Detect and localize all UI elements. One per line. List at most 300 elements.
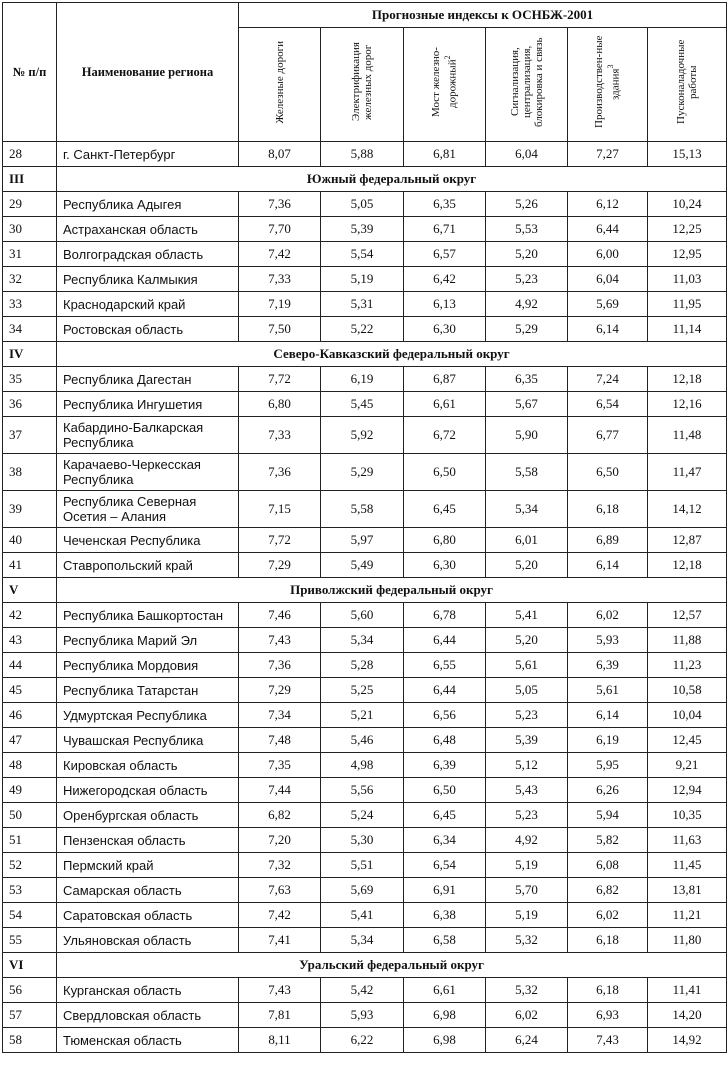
header-railways: [239, 28, 321, 142]
index-value: 6,87: [404, 367, 486, 392]
table-row: [3, 317, 727, 342]
index-value: 5,58: [321, 491, 404, 528]
index-value: 5,53: [486, 217, 568, 242]
index-value: 11,45: [648, 853, 727, 878]
index-value: 5,41: [486, 603, 568, 628]
section-number: V: [3, 578, 57, 603]
index-value: 10,58: [648, 678, 727, 703]
table-row: [3, 192, 727, 217]
index-value: 6,45: [404, 803, 486, 828]
index-value: 5,19: [486, 903, 568, 928]
index-value: 6,30: [404, 317, 486, 342]
row-number: 35: [3, 367, 57, 392]
row-number: 51: [3, 828, 57, 853]
region-name: Самарская область: [57, 878, 239, 903]
row-number: 37: [3, 417, 57, 454]
index-value: 5,19: [486, 853, 568, 878]
index-value: 5,93: [321, 1003, 404, 1028]
index-value: 6,48: [404, 728, 486, 753]
table-row: [3, 528, 727, 553]
row-number: 46: [3, 703, 57, 728]
region-name: Ульяновская область: [57, 928, 239, 953]
index-value: 5,19: [321, 267, 404, 292]
index-value: 11,41: [648, 978, 727, 1003]
index-value: 7,20: [239, 828, 321, 853]
index-value: 7,15: [239, 491, 321, 528]
index-value: 7,35: [239, 753, 321, 778]
index-value: 11,21: [648, 903, 727, 928]
index-value: 5,34: [321, 928, 404, 953]
index-value: 5,23: [486, 267, 568, 292]
index-value: 6,55: [404, 653, 486, 678]
index-value: 5,61: [486, 653, 568, 678]
index-value: 6,61: [404, 392, 486, 417]
region-name: Республика Марий Эл: [57, 628, 239, 653]
row-number: 31: [3, 242, 57, 267]
index-value: 6,98: [404, 1028, 486, 1053]
section-title: Северо-Кавказский федеральный округ: [57, 342, 727, 367]
index-value: 5,97: [321, 528, 404, 553]
column-label: Железные дороги: [273, 40, 286, 124]
header-region-name: Наименование региона: [57, 3, 239, 142]
index-value: 6,61: [404, 978, 486, 1003]
section-title: Южный федеральный округ: [57, 167, 727, 192]
index-value: 5,67: [486, 392, 568, 417]
index-value: 5,34: [321, 628, 404, 653]
index-value: 6,22: [321, 1028, 404, 1053]
header-railway-bridge: [404, 28, 486, 142]
table-row: [3, 142, 727, 167]
index-value: 7,24: [568, 367, 648, 392]
footnote-mark: 2: [443, 55, 453, 60]
table-row: [3, 678, 727, 703]
index-value: 10,35: [648, 803, 727, 828]
index-value: 7,19: [239, 292, 321, 317]
index-value: 6,81: [404, 142, 486, 167]
index-value: 6,30: [404, 553, 486, 578]
index-value: 11,48: [648, 417, 727, 454]
row-number: 47: [3, 728, 57, 753]
index-value: 5,26: [486, 192, 568, 217]
index-value: 14,12: [648, 491, 727, 528]
index-value: 5,34: [486, 491, 568, 528]
index-value: 7,44: [239, 778, 321, 803]
index-value: 7,41: [239, 928, 321, 953]
table-row: [3, 653, 727, 678]
index-value: 12,18: [648, 367, 727, 392]
table-row: [3, 978, 727, 1003]
row-number: 30: [3, 217, 57, 242]
index-value: 11,14: [648, 317, 727, 342]
index-value: 5,58: [486, 454, 568, 491]
region-name: Республика Татарстан: [57, 678, 239, 703]
index-value: 6,50: [568, 454, 648, 491]
index-value: 6,14: [568, 553, 648, 578]
table-row: [3, 367, 727, 392]
index-value: 6,26: [568, 778, 648, 803]
index-value: 5,61: [568, 678, 648, 703]
table-row: [3, 392, 727, 417]
index-value: 7,48: [239, 728, 321, 753]
index-value: 12,25: [648, 217, 727, 242]
index-value: 6,14: [568, 703, 648, 728]
table-row: [3, 703, 727, 728]
index-value: 6,02: [486, 1003, 568, 1028]
index-value: 5,25: [321, 678, 404, 703]
index-value: 5,94: [568, 803, 648, 828]
index-value: 14,20: [648, 1003, 727, 1028]
section-number: VI: [3, 953, 57, 978]
region-name: Чеченская Республика: [57, 528, 239, 553]
region-name: Ставропольский край: [57, 553, 239, 578]
section-row: [3, 342, 727, 367]
index-value: 5,69: [568, 292, 648, 317]
table-row: [3, 828, 727, 853]
index-value: 5,20: [486, 553, 568, 578]
region-name: Кировская область: [57, 753, 239, 778]
index-value: 6,91: [404, 878, 486, 903]
index-value: 6,18: [568, 928, 648, 953]
header-commissioning: [648, 28, 727, 142]
index-value: 7,43: [239, 628, 321, 653]
region-name: г. Санкт-Петербург: [57, 142, 239, 167]
index-value: 5,95: [568, 753, 648, 778]
column-label: Электрификация железных дорог: [350, 42, 374, 122]
index-value: 7,63: [239, 878, 321, 903]
table-row: [3, 903, 727, 928]
index-value: 5,70: [486, 878, 568, 903]
index-value: 5,42: [321, 978, 404, 1003]
row-number: 29: [3, 192, 57, 217]
index-value: 6,02: [568, 903, 648, 928]
index-value: 5,41: [321, 903, 404, 928]
index-value: 7,33: [239, 267, 321, 292]
table-row: [3, 1003, 727, 1028]
section-title: Приволжский федеральный округ: [57, 578, 727, 603]
row-number: 34: [3, 317, 57, 342]
column-label: Производствен-ные здания$^3$: [593, 35, 622, 129]
table-row: [3, 1028, 727, 1053]
index-value: 7,43: [239, 978, 321, 1003]
index-value: 7,72: [239, 528, 321, 553]
index-value: 12,95: [648, 242, 727, 267]
index-value: 4,92: [486, 292, 568, 317]
table-row: [3, 928, 727, 953]
index-value: 5,29: [486, 317, 568, 342]
region-name: Саратовская область: [57, 903, 239, 928]
row-number: 45: [3, 678, 57, 703]
region-name: Республика Башкортостан: [57, 603, 239, 628]
index-value: 11,95: [648, 292, 727, 317]
row-number: 28: [3, 142, 57, 167]
index-value: 6,72: [404, 417, 486, 454]
row-number: 52: [3, 853, 57, 878]
region-name: Пермский край: [57, 853, 239, 878]
index-value: 6,08: [568, 853, 648, 878]
index-value: 6,82: [568, 878, 648, 903]
row-number: 53: [3, 878, 57, 903]
header-group-title: Прогнозные индексы к ОСНБЖ-2001: [239, 3, 727, 28]
index-value: 5,93: [568, 628, 648, 653]
index-value: 5,46: [321, 728, 404, 753]
index-value: 8,11: [239, 1028, 321, 1053]
row-number: 48: [3, 753, 57, 778]
index-value: 6,44: [404, 678, 486, 703]
index-value: 6,14: [568, 317, 648, 342]
index-value: 5,31: [321, 292, 404, 317]
table-row: [3, 217, 727, 242]
table-row: [3, 878, 727, 903]
row-number: 56: [3, 978, 57, 1003]
index-value: 11,88: [648, 628, 727, 653]
table-row: [3, 603, 727, 628]
section-row: [3, 167, 727, 192]
index-value: 7,29: [239, 553, 321, 578]
index-value: 6,38: [404, 903, 486, 928]
index-value: 7,81: [239, 1003, 321, 1028]
index-value: 7,32: [239, 853, 321, 878]
index-value: 6,45: [404, 491, 486, 528]
index-value: 5,23: [486, 803, 568, 828]
index-value: 7,43: [568, 1028, 648, 1053]
index-value: 7,72: [239, 367, 321, 392]
index-value: 5,21: [321, 703, 404, 728]
table-row: [3, 242, 727, 267]
index-value: 7,42: [239, 903, 321, 928]
index-value: 6,04: [486, 142, 568, 167]
row-number: 42: [3, 603, 57, 628]
index-value: 5,12: [486, 753, 568, 778]
index-value: 14,92: [648, 1028, 727, 1053]
index-value: 6,04: [568, 267, 648, 292]
index-value: 5,30: [321, 828, 404, 853]
row-number: 43: [3, 628, 57, 653]
row-number: 57: [3, 1003, 57, 1028]
index-value: 11,03: [648, 267, 727, 292]
table-row: [3, 417, 727, 454]
region-name: Республика Ингушетия: [57, 392, 239, 417]
row-number: 32: [3, 267, 57, 292]
index-value: 6,42: [404, 267, 486, 292]
table-row: [3, 853, 727, 878]
region-name: Нижегородская область: [57, 778, 239, 803]
index-value: 6,02: [568, 603, 648, 628]
header-signaling: [486, 28, 568, 142]
index-value: 10,04: [648, 703, 727, 728]
index-value: 7,46: [239, 603, 321, 628]
section-title: Уральский федеральный округ: [57, 953, 727, 978]
row-number: 40: [3, 528, 57, 553]
index-value: 7,33: [239, 417, 321, 454]
region-name: Чувашская Республика: [57, 728, 239, 753]
index-value: 6,18: [568, 978, 648, 1003]
table-row: [3, 803, 727, 828]
index-value: 11,80: [648, 928, 727, 953]
index-value: 12,45: [648, 728, 727, 753]
index-value: 6,82: [239, 803, 321, 828]
region-name: Волгоградская область: [57, 242, 239, 267]
index-value: 6,34: [404, 828, 486, 853]
region-name: Республика Калмыкия: [57, 267, 239, 292]
index-value: 6,35: [486, 367, 568, 392]
index-value: 5,49: [321, 553, 404, 578]
index-value: 5,32: [486, 978, 568, 1003]
index-value: 6,78: [404, 603, 486, 628]
region-name: Республика Дагестан: [57, 367, 239, 392]
index-value: 12,94: [648, 778, 727, 803]
index-value: 6,44: [568, 217, 648, 242]
index-value: 6,39: [404, 753, 486, 778]
row-number: 39: [3, 491, 57, 528]
index-value: 6,77: [568, 417, 648, 454]
index-value: 6,93: [568, 1003, 648, 1028]
section-number: IV: [3, 342, 57, 367]
region-name: Республика Северная Осетия – Алания: [57, 491, 239, 528]
region-name: Астраханская область: [57, 217, 239, 242]
row-number: 44: [3, 653, 57, 678]
row-number: 41: [3, 553, 57, 578]
column-label: Мост железно-дорожный$^2$: [430, 47, 459, 117]
index-value: 5,39: [321, 217, 404, 242]
index-value: 5,20: [486, 242, 568, 267]
region-name: Краснодарский край: [57, 292, 239, 317]
region-name: Оренбургская область: [57, 803, 239, 828]
index-value: 5,23: [486, 703, 568, 728]
index-value: 6,54: [568, 392, 648, 417]
index-value: 6,13: [404, 292, 486, 317]
table-row: [3, 728, 727, 753]
index-value: 6,39: [568, 653, 648, 678]
region-name: Республика Мордовия: [57, 653, 239, 678]
table-row: [3, 753, 727, 778]
index-value: 5,90: [486, 417, 568, 454]
index-value: 9,21: [648, 753, 727, 778]
region-name: Курганская область: [57, 978, 239, 1003]
index-value: 6,12: [568, 192, 648, 217]
table-row: [3, 628, 727, 653]
table-row: [3, 553, 727, 578]
index-value: 4,92: [486, 828, 568, 853]
index-value: 5,88: [321, 142, 404, 167]
column-label: Пусконаладочные работы: [675, 39, 700, 125]
index-value: 7,36: [239, 192, 321, 217]
index-value: 5,22: [321, 317, 404, 342]
index-value: 6,01: [486, 528, 568, 553]
index-value: 11,47: [648, 454, 727, 491]
index-value: 6,56: [404, 703, 486, 728]
index-value: 10,24: [648, 192, 727, 217]
row-number: 58: [3, 1028, 57, 1053]
index-value: 6,58: [404, 928, 486, 953]
index-value: 6,24: [486, 1028, 568, 1053]
header-num: № п/п: [3, 3, 57, 142]
table-row: [3, 267, 727, 292]
index-value: 5,39: [486, 728, 568, 753]
index-value: 6,00: [568, 242, 648, 267]
index-value: 6,44: [404, 628, 486, 653]
region-name: Удмуртская Республика: [57, 703, 239, 728]
index-value: 5,45: [321, 392, 404, 417]
index-value: 6,80: [404, 528, 486, 553]
index-value: 6,18: [568, 491, 648, 528]
table-row: [3, 778, 727, 803]
index-value: 5,43: [486, 778, 568, 803]
index-value: 7,70: [239, 217, 321, 242]
section-row: [3, 953, 727, 978]
row-number: 49: [3, 778, 57, 803]
index-value: 11,63: [648, 828, 727, 853]
index-value: 6,19: [321, 367, 404, 392]
row-number: 50: [3, 803, 57, 828]
region-name: Республика Адыгея: [57, 192, 239, 217]
header-industrial-buildings: [568, 28, 648, 142]
column-label: Сигнализация, централизация, блокировка и связь: [508, 37, 545, 127]
index-value: 6,35: [404, 192, 486, 217]
row-number: 38: [3, 454, 57, 491]
index-value: 12,16: [648, 392, 727, 417]
row-number: 54: [3, 903, 57, 928]
index-value: 5,54: [321, 242, 404, 267]
index-value: 5,20: [486, 628, 568, 653]
index-value: 8,07: [239, 142, 321, 167]
index-value: 7,36: [239, 653, 321, 678]
index-value: 13,81: [648, 878, 727, 903]
index-value: 7,42: [239, 242, 321, 267]
index-value: 12,87: [648, 528, 727, 553]
region-name: Карачаево-Черкесская Республика: [57, 454, 239, 491]
index-value: 7,36: [239, 454, 321, 491]
index-value: 5,28: [321, 653, 404, 678]
index-value: 7,29: [239, 678, 321, 703]
index-value: 6,19: [568, 728, 648, 753]
table-row: [3, 292, 727, 317]
region-name: Ростовская область: [57, 317, 239, 342]
index-value: 12,57: [648, 603, 727, 628]
index-value: 6,80: [239, 392, 321, 417]
region-name: Кабардино-Балкарская Республика: [57, 417, 239, 454]
index-value: 6,54: [404, 853, 486, 878]
index-value: 5,24: [321, 803, 404, 828]
row-number: 55: [3, 928, 57, 953]
index-value: 4,98: [321, 753, 404, 778]
index-value: 5,29: [321, 454, 404, 491]
index-value: 5,69: [321, 878, 404, 903]
section-row: [3, 578, 727, 603]
index-value: 5,56: [321, 778, 404, 803]
index-value: 7,34: [239, 703, 321, 728]
index-value: 6,98: [404, 1003, 486, 1028]
index-value: 5,82: [568, 828, 648, 853]
section-number: III: [3, 167, 57, 192]
index-value: 6,50: [404, 454, 486, 491]
index-value: 6,89: [568, 528, 648, 553]
index-value: 15,13: [648, 142, 727, 167]
index-value: 5,92: [321, 417, 404, 454]
header-electrification: [321, 28, 404, 142]
index-value: 5,05: [321, 192, 404, 217]
region-name: Тюменская область: [57, 1028, 239, 1053]
row-number: 33: [3, 292, 57, 317]
index-value: 12,18: [648, 553, 727, 578]
footnote-mark: 3: [606, 64, 616, 69]
index-value: 5,60: [321, 603, 404, 628]
row-number: 36: [3, 392, 57, 417]
index-value: 6,71: [404, 217, 486, 242]
index-value: 7,27: [568, 142, 648, 167]
index-value: 7,50: [239, 317, 321, 342]
index-value: 5,05: [486, 678, 568, 703]
index-value: 5,51: [321, 853, 404, 878]
